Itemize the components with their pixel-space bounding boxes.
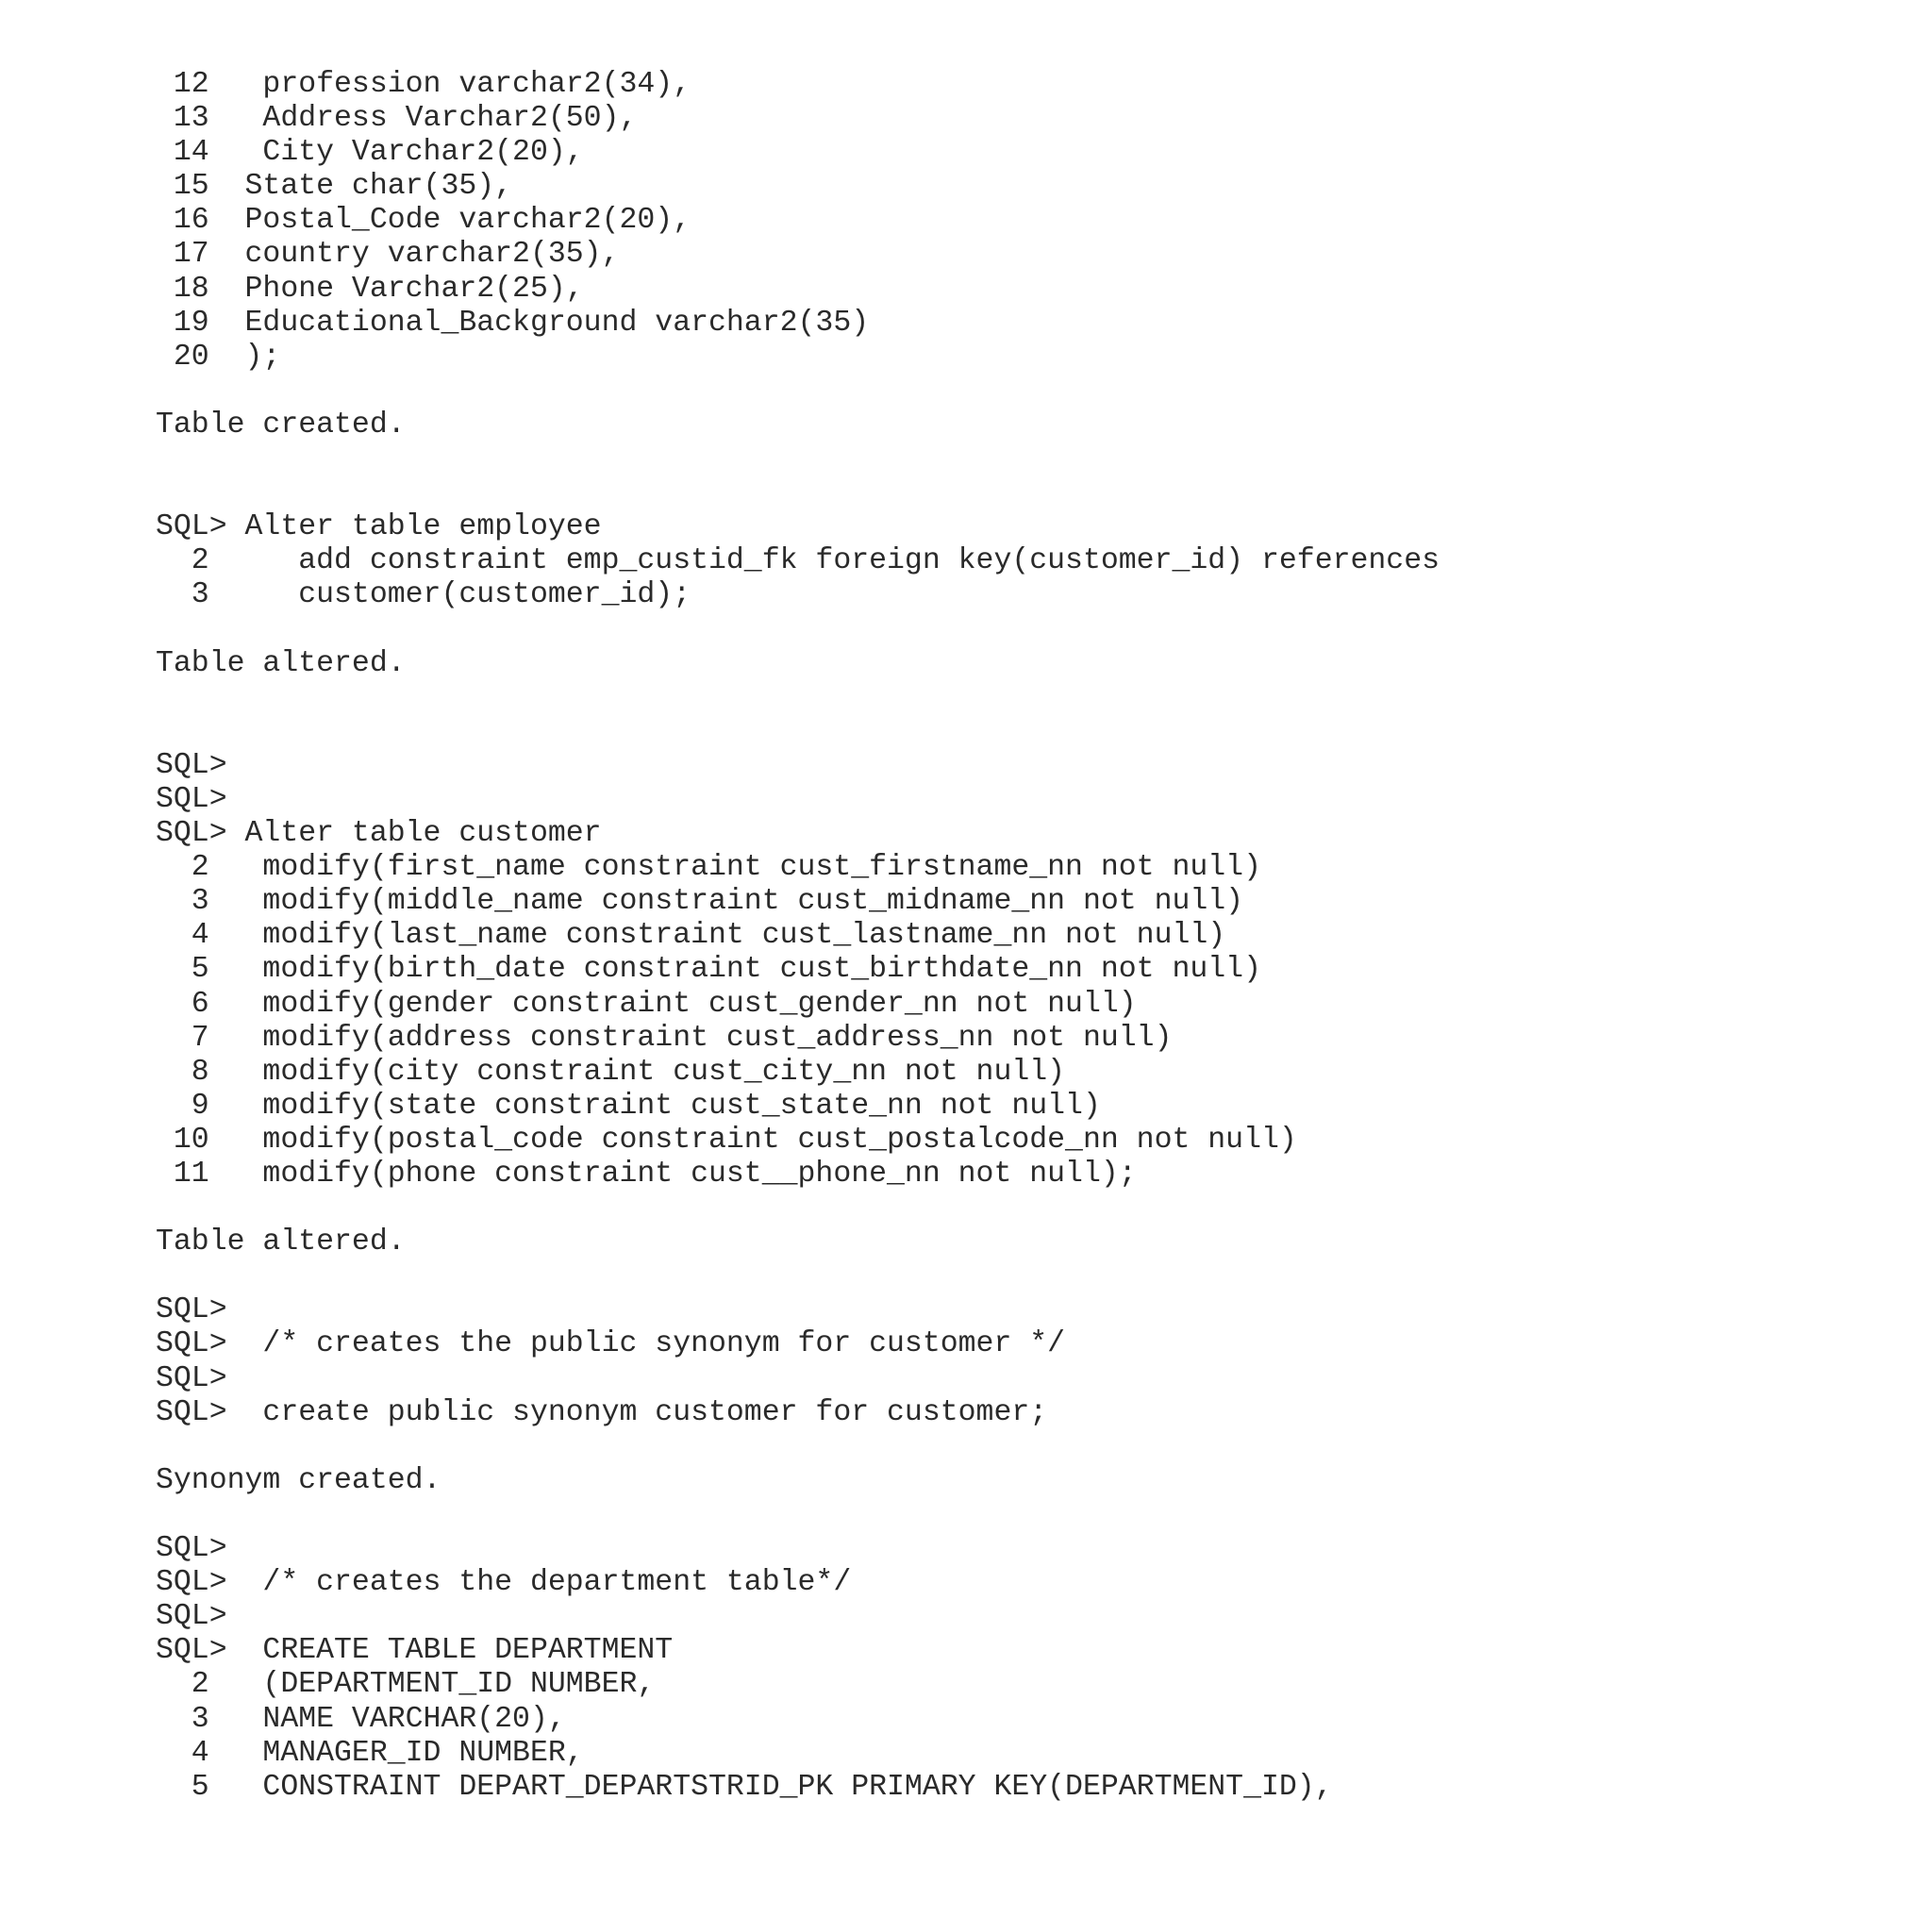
transcript-line	[0, 613, 1932, 647]
transcript-line: 13 Address Varchar2(50),	[156, 102, 638, 136]
transcript-line	[0, 1259, 1932, 1293]
transcript-line: 8 modify(city constraint cust_city_nn not null)	[156, 1055, 1066, 1089]
transcript-line: SQL> /* creates the department table*/	[156, 1566, 852, 1600]
transcript-line: Synonym created.	[156, 1463, 441, 1497]
transcript-line: Table altered.	[156, 1225, 406, 1259]
transcript-line: SQL>	[156, 782, 227, 816]
transcript-line: 7 modify(address constraint cust_address_nn not null)	[156, 1021, 1173, 1055]
transcript-line: SQL> /* creates the public synonym for customer */	[156, 1327, 1066, 1361]
transcript-line: 10 modify(postal_code constraint cust_postalcode_nn not null)	[156, 1123, 1297, 1157]
transcript-line: 5 modify(birth_date constraint cust_birthdate_nn not null)	[156, 953, 1261, 987]
transcript-line	[0, 375, 1932, 408]
transcript-line: SQL> create public synonym customer for customer;	[156, 1395, 1048, 1429]
transcript-line: 6 modify(gender constraint cust_gender_nn not null)	[156, 987, 1137, 1021]
transcript-line: SQL>	[156, 1293, 227, 1327]
transcript-line: SQL> Alter table employee	[156, 510, 602, 544]
transcript-line: 11 modify(phone constraint cust__phone_nn not null);	[156, 1158, 1137, 1191]
transcript-line: SQL>	[156, 748, 227, 782]
transcript-line: SQL>	[156, 1361, 227, 1395]
transcript-line	[0, 1430, 1932, 1464]
transcript-line: 9 modify(state constraint cust_state_nn not null)	[156, 1089, 1101, 1123]
transcript-line: 5 CONSTRAINT DEPART_DEPARTSTRID_PK PRIMARY KEY(DEPARTMENT_ID),	[156, 1770, 1333, 1804]
transcript-line: 17 country varchar2(35),	[156, 238, 620, 272]
transcript-line: 19 Educational_Background varchar2(35)	[156, 306, 870, 340]
transcript-line	[0, 476, 1932, 510]
transcript-line: Table created.	[156, 408, 406, 442]
transcript-line: SQL>	[156, 1532, 227, 1566]
transcript-line: 12 profession varchar2(34),	[156, 68, 691, 101]
transcript-line: 14 City Varchar2(20),	[156, 136, 584, 170]
transcript-line: 2 add constraint emp_custid_fk foreign key(customer_id) references	[156, 544, 1441, 578]
transcript-line: SQL> CREATE TABLE DEPARTMENT	[156, 1634, 674, 1668]
transcript-line: 20 );	[156, 340, 281, 374]
transcript-line: 3 NAME VARCHAR(20),	[156, 1702, 566, 1736]
sql-transcript	[0, 68, 1932, 1805]
transcript-line: 4 MANAGER_ID NUMBER,	[156, 1736, 584, 1770]
transcript-line: SQL>	[156, 1600, 227, 1634]
transcript-line	[0, 1498, 1932, 1532]
transcript-line	[0, 715, 1932, 749]
transcript-line: 4 modify(last_name constraint cust_lastname_nn not null)	[156, 919, 1226, 953]
transcript-line: 18 Phone Varchar2(25),	[156, 272, 584, 306]
transcript-line	[0, 1192, 1932, 1225]
transcript-line: 3 customer(customer_id);	[156, 578, 691, 612]
transcript-line: Table altered.	[156, 646, 406, 680]
transcript-line: 2 (DEPARTMENT_ID NUMBER,	[156, 1668, 656, 1702]
transcript-line: 2 modify(first_name constraint cust_firstname_nn not null)	[156, 851, 1261, 885]
transcript-line: 3 modify(middle_name constraint cust_midname_nn not null)	[156, 885, 1244, 919]
transcript-line: 15 State char(35),	[156, 170, 513, 204]
transcript-line: 16 Postal_Code varchar2(20),	[156, 204, 691, 238]
transcript-line	[0, 442, 1932, 476]
transcript-line: SQL> Alter table customer	[156, 817, 602, 851]
transcript-line	[0, 681, 1932, 715]
